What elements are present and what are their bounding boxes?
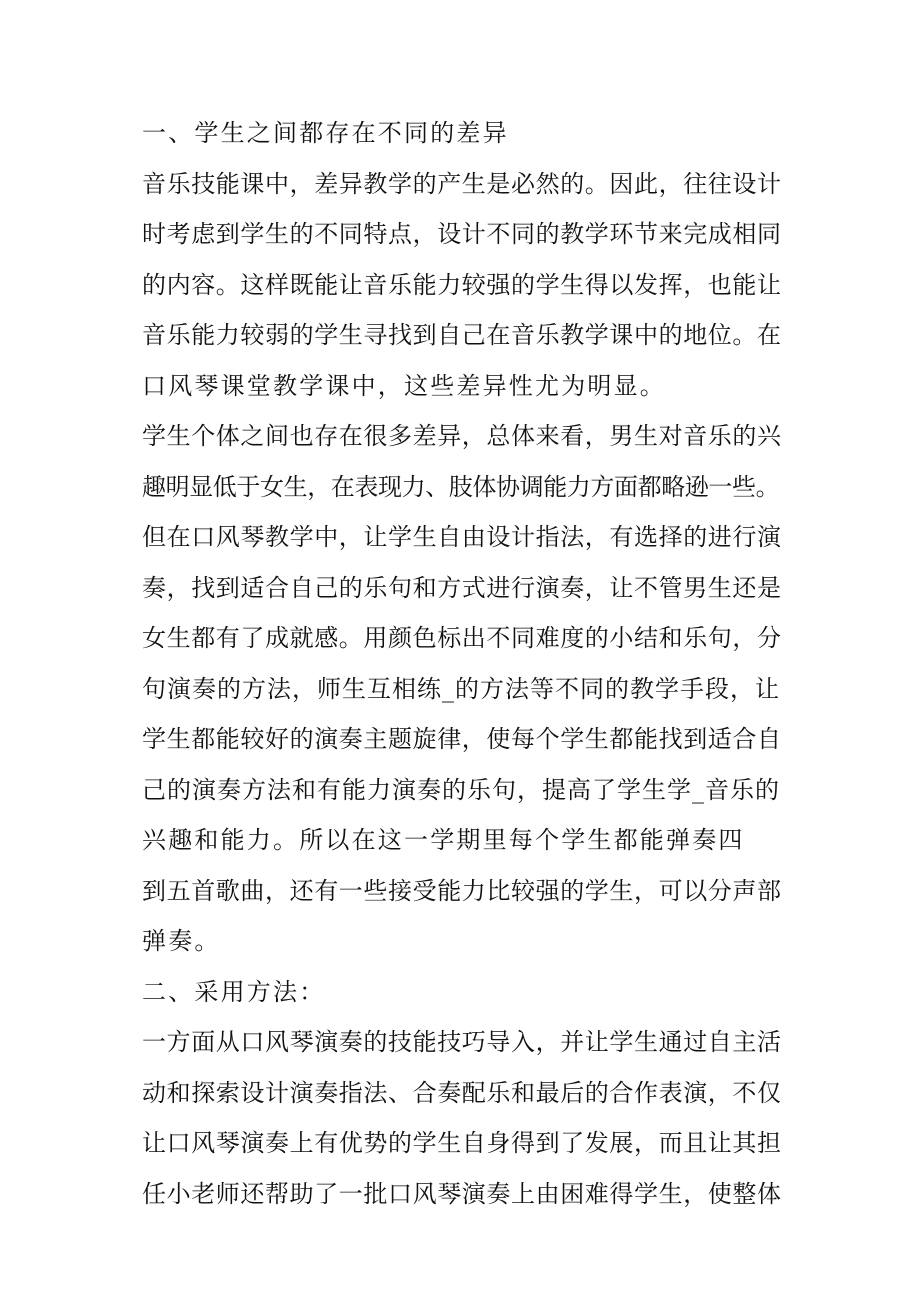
text-line: 任小老师还帮助了一批口风琴演奏上由困难得学生，使整体 [142, 1179, 782, 1208]
text-line: 让口风琴演奏上有优势的学生自身得到了发展，而且让其担 [142, 1129, 782, 1157]
text-line: 一、学生之间都存在不同的差异 [142, 119, 509, 147]
text-line: 女生都有了成就感。用颜色标出不同难度的小结和乐句，分 [142, 624, 782, 652]
text-line: 趣明显低于女生，在表现力、肢体协调能力方面都略逊一些。 [142, 472, 780, 501]
text-line: 弹奏。 [142, 927, 221, 955]
text-line: 己的演奏方法和有能力演奏的乐句，提高了学生学_音乐的 [142, 775, 780, 804]
text-line: 句演奏的方法，师生互相练_的方法等不同的教学手段，让 [142, 674, 780, 703]
section-heading [142, 967, 782, 1018]
text-line: 学生都能较好的演奏主题旋律，使每个学生都能找到适合自 [142, 725, 782, 753]
section-heading [142, 108, 782, 159]
paragraph [142, 1017, 782, 1219]
text-line: 时考虑到学生的不同特点，设计不同的教学环节来完成相同 [142, 220, 782, 248]
text-line: 学生个体之间也存在很多差异，总体来看，男生对音乐的兴 [142, 422, 782, 450]
text-line: 音乐技能课中，差异教学的产生是必然的。因此，往往设计 [142, 169, 782, 198]
text-line: 到五首歌曲，还有一些接受能力比较强的学生，可以分声部 [142, 876, 782, 905]
text-line: 口风琴课堂教学课中，这些差异性尤为明显。 [142, 371, 666, 400]
text-line: 兴趣和能力。所以在这一学期里每个学生都能弹奏四 [142, 826, 745, 854]
text-line: 奏，找到适合自己的乐句和方式进行演奏，让不管男生还是 [142, 573, 782, 602]
paragraph [142, 866, 782, 967]
paragraph [142, 159, 782, 412]
text-line: 动和探索设计演奏指法、合奏配乐和最后的合作表演，不仅 [142, 1078, 782, 1107]
document-body [142, 108, 782, 1219]
text-line: 二、采用方法： [142, 977, 326, 1006]
text-line: 但在口风琴教学中，让学生自由设计指法，有选择的进行演 [142, 523, 782, 551]
text-line: 音乐能力较弱的学生寻找到自己在音乐教学课中的地位。在 [142, 321, 782, 349]
paragraph [142, 411, 782, 866]
text-line: 的内容。这样既能让音乐能力较强的学生得以发挥，也能让 [142, 270, 782, 299]
text-line: 一方面从口风琴演奏的技能技巧导入，并让学生通过自主活 [142, 1028, 782, 1056]
